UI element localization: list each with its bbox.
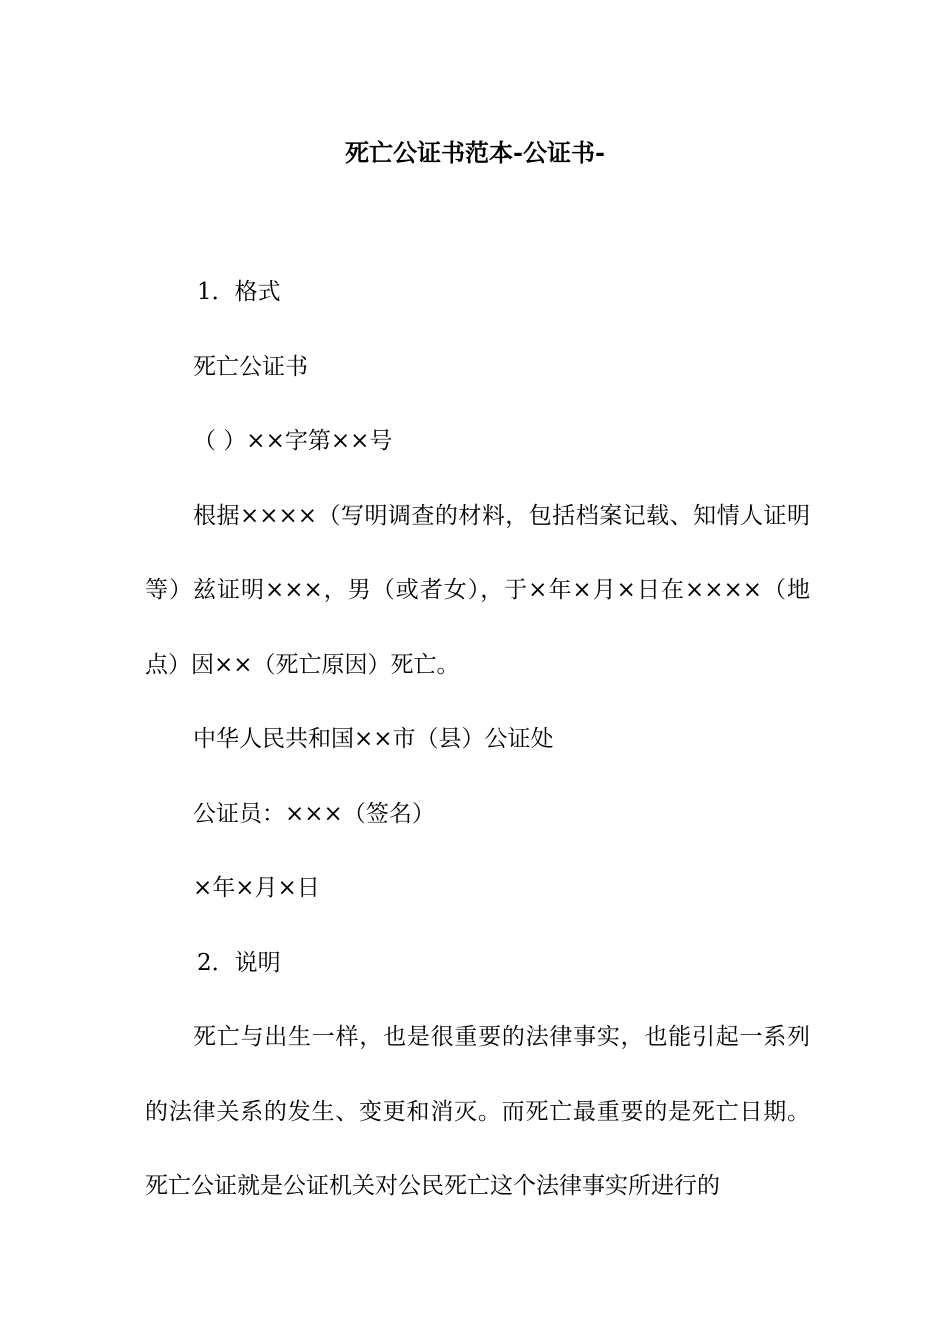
document-title: 死亡公证书范本-公证书- [345,138,605,167]
section-heading-explanation: 2．说明 [197,949,281,976]
certificate-body-paragraph: 根据××××（写明调查的材料，包括档案记载、知情人证明等）兹证明×××，男（或者女），于×年×月×日在××××（地点）因××（死亡原因）死亡。 [145,502,810,678]
explanation-paragraph: 死亡与出生一样，也是很重要的法律事实，也能引起一系列的法律关系的发生、变更和消灭。而死亡最重要的是死亡日期。死亡公证就是公证机关对公民死亡这个法律事实所进行的 [145,1024,810,1199]
section-heading-format: 1．格式 [197,279,281,305]
document-body [145,255,810,1224]
notary-office: 中华人民共和国××市（县）公证处 [193,726,554,752]
certificate-date: ×年×月×日 [193,875,320,901]
certificate-name: 死亡公证书 [193,353,308,380]
certificate-number: （ ）××字第××号 [193,428,393,454]
notary-signature: 公证员：×××（签名） [193,800,435,827]
